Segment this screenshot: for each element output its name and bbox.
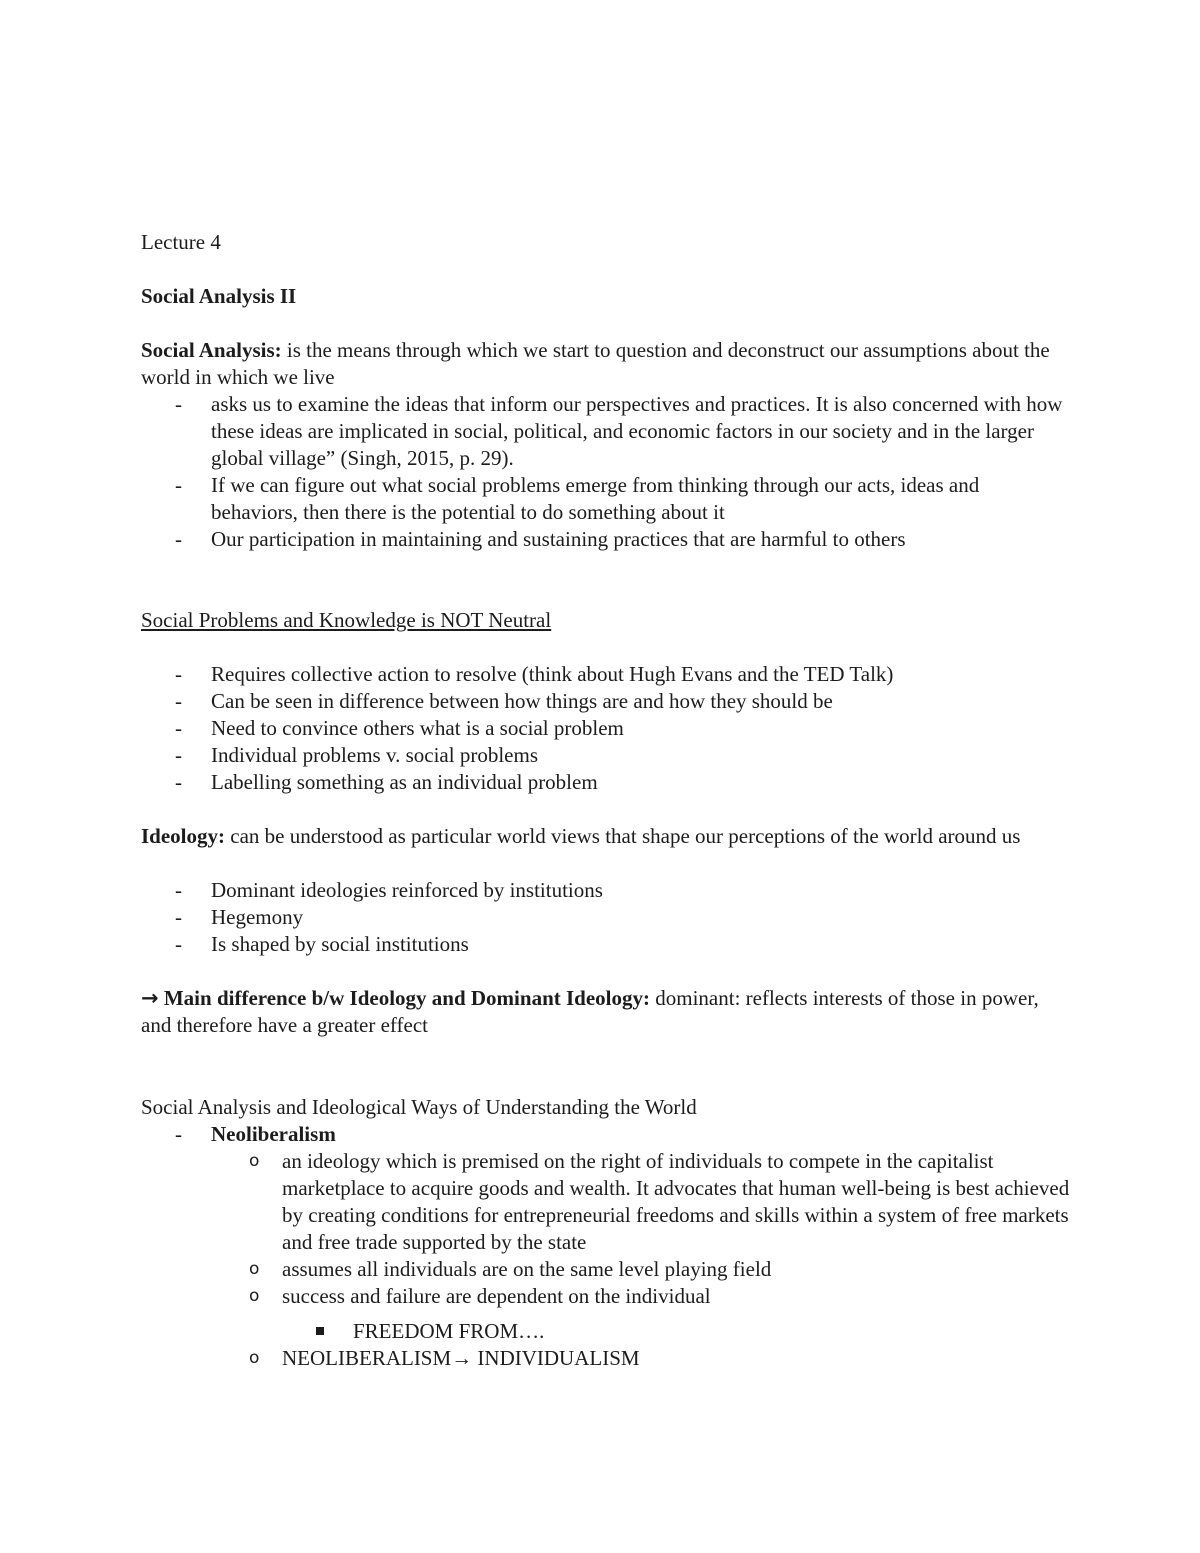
neoliberalism-last-point (141, 1345, 1071, 1372)
neoliberalism-sublist (141, 1148, 1071, 1310)
neoliberalism-label: Neoliberalism (211, 1122, 336, 1146)
list-item: - Can be seen in difference between how things are and how they should be (175, 689, 833, 713)
main-difference-text: dominant: reflects interests of those in power, and therefore have a greater effect (141, 986, 1039, 1037)
social-analysis-definition (141, 337, 1071, 391)
list-item: o an ideology which is premised on the right of individuals to compete in the capitalist marketplace to acquire goods and wealth. It advocates that human well-being is best achieved by creating conditions for entrepreneurial freedoms and skills within a system of free markets and free trade supported by the state (249, 1149, 1070, 1254)
list-item: - Need to convince others what is a social problem (175, 716, 624, 740)
social-analysis-list (141, 391, 1071, 553)
list-item: o assumes all individuals are on the same level playing field (249, 1257, 772, 1281)
sub-sub-item: FREEDOM FROM…. (141, 1318, 1071, 1345)
social-analysis-text: is the means through which we start to question and deconstruct our assumptions about the world in which we live (141, 338, 1050, 389)
list-item: o NEOLIBERALISM→ INDIVIDUALISM (249, 1346, 640, 1370)
list-item: o success and failure are dependent on the individual (249, 1284, 711, 1308)
list-item: - Hegemony (175, 905, 304, 929)
main-difference (141, 985, 1071, 1039)
social-problems-list (141, 661, 1071, 796)
list-item: - asks us to examine the ideas that inform our perspectives and practices. It is also concerned with how these ideas are implicated in social, political, and economic factors in our society and in the larger global village” (Singh, 2015, p. 29). (175, 392, 1063, 470)
ideology-text: can be understood as particular world views that shape our perceptions of the world around us (225, 824, 1021, 848)
ideological-ways-heading: Social Analysis and Ideological Ways of Understanding the World (141, 1095, 697, 1119)
ideology-term: Ideology: (141, 824, 225, 848)
list-item: - Our participation in maintaining and sustaining practices that are harmful to others (175, 527, 906, 551)
list-item: - Dominant ideologies reinforced by institutions (175, 878, 603, 902)
page-title: Social Analysis II (141, 284, 297, 308)
list-item: - Requires collective action to resolve (think about Hugh Evans and the TED Talk) (175, 662, 894, 686)
list-item: - Neoliberalism (175, 1122, 336, 1146)
main-difference-term: Main difference b/w Ideology and Dominant Ideology: (158, 986, 650, 1010)
list-item: - Is shaped by social institutions (175, 932, 469, 956)
lecture-label: Lecture 4 (141, 230, 221, 254)
ideology-list (141, 877, 1071, 958)
list-item: - If we can figure out what social problems emerge from thinking through our acts, ideas and behaviors, then there is the potential to do something about it (175, 473, 980, 524)
list-item: - Individual problems v. social problems (175, 743, 538, 767)
social-problems-heading: Social Problems and Knowledge is NOT Neutral (141, 608, 552, 632)
arrow-icon: → (141, 986, 159, 1010)
square-bullet-icon (316, 1327, 324, 1335)
social-analysis-term: Social Analysis: (141, 338, 282, 362)
ideological-ways-list (141, 1121, 1071, 1148)
ideology-definition (141, 823, 1071, 850)
list-item: - Labelling something as an individual problem (175, 770, 598, 794)
